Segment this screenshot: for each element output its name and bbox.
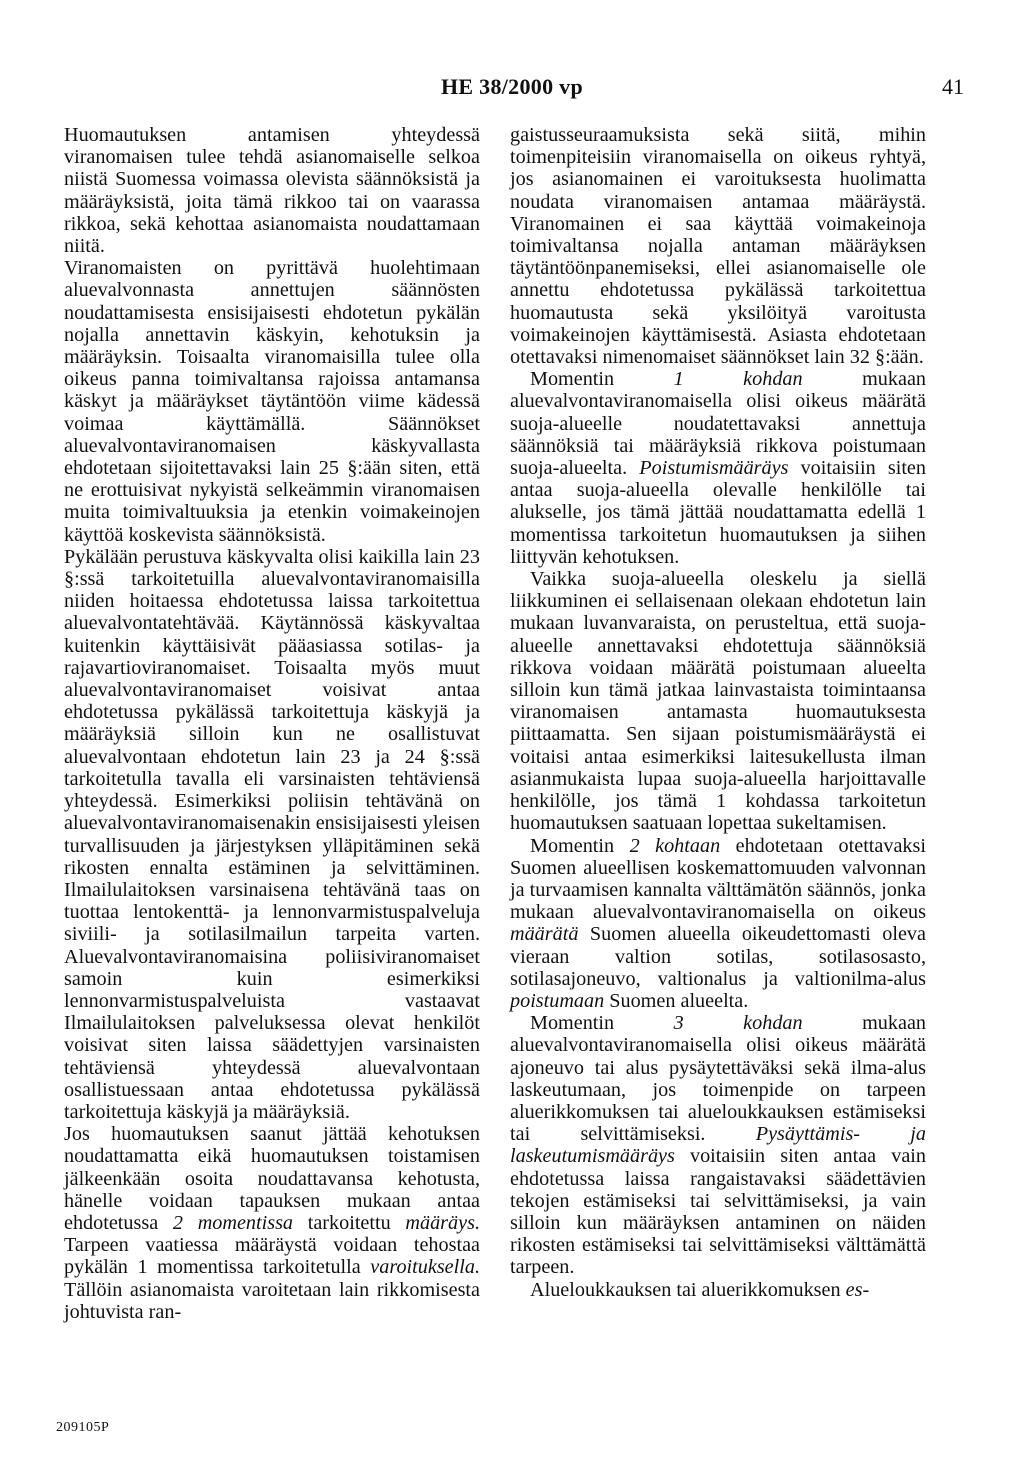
text-run: Suomen alueella oikeudettomasti oleva vieraan valtion sotilas, sotilasosasto, sotilasajoneuvo, valtionalus ja valtionilma-alus: [510, 923, 926, 990]
emphasis: 2 momentissa: [172, 1211, 294, 1234]
text-run: Suomen alueelta.: [604, 989, 749, 1012]
paragraph: [510, 368, 926, 568]
paragraph: gaistusseuraamuksista sekä siitä, mihin toimenpiteisiin viranomaisella on oikeus ryhtyä, jos asianomainen ei varoituksesta huolimatta noudata viranomaisen antamaa määräystä. Viranomainen ei saa käyttää voimakeinoja toimivaltansa nojalla antaman määräyksen täytäntöönpanemiseksi, ellei asianomaiselle ole annettu ehdotetussa pykälässä tarkoitettua huomautusta sekä yksilöityä varoitusta voimakeinojen käyttämisestä. Asiasta ehdotetaan otettavaksi nimenomaiset säännökset lain 32 §:ään.: [510, 124, 926, 369]
emphasis: poistumaan: [510, 989, 605, 1012]
emphasis: es-: [845, 1278, 870, 1301]
document-header: HE 38/2000 vp: [440, 74, 584, 99]
page-number: 41: [942, 74, 964, 99]
emphasis: 1 kohdan: [673, 368, 803, 391]
left-column: [64, 124, 480, 1323]
footer-code: 209105P: [56, 1420, 110, 1435]
paragraph: Pykälään perustuva käskyvalta olisi kaikilla lain 23 §:ssä tarkoitetuilla aluevalvontaviranomaisilla niiden hoitaessa ehdotetussa laissa tarkoitettua aluevalvontatehtävää. Käytännössä käskyvaltaa kuitenkin käyttäisivät pääasiassa sotilas- ja rajavartioviranomaiset. Toisaalta myös muut aluevalvontaviranomaiset voisivat antaa ehdotetussa pykälässä tarkoitettuja käskyjä ja määräyksiä silloin kun ne osallistuvat aluevalvontaan ehdotetun lain 23 ja 24 §:ssä tarkoitetulla tavalla eli varsinaisten tehtäviensä yhteydessä. Esimerkiksi poliisin tehtävänä on aluevalvontaviranomaisenakin ensisijaisesti yleisen turvallisuuden ja järjestyksen ylläpitäminen sekä rikosten ennalta estäminen ja selvittäminen. Ilmailulaitoksen varsinaisena tehtävänä taas on tuottaa lentokenttä- ja lennonvarmistuspalveluja siviili- ja sotilasilmailun tarpeita varten. Aluevalvontaviranomaisina poliisiviranomaiset samoin kuin esimerkiksi lennonvarmistuspalveluista vastaavat Ilmailulaitoksen palveluksessa olevat henkilöt voisivat siten laissa säädettyjen varsinaisten tehtäviensä yhteydessä aluevalvontaan osallistuessaan antaa ehdotetussa pykälässä tarkoitettuja käskyjä ja määräyksiä.: [64, 545, 480, 1123]
text-run: Alueloukkauksen tai aluerikkomuksen: [530, 1278, 846, 1301]
paragraph: [510, 1279, 926, 1301]
paragraph: Huomautuksen antamisen yhteydessä viranomaisen tulee tehdä asianomaiselle selkoa niistä Suomessa voimassa olevista säännöksistä ja määräyksistä, joita tämä rikkoo tai on vaarassa rikkoa, sekä kehottaa asianomaista noudattamaan niitä.: [64, 124, 480, 258]
text-run: Jos huomautuksen saanut jättää kehotuksen noudattamatta eikä huomautuksen toistamisen jälkeenkään osoita noudattavansa kehotusta, hänelle voidaan tapauksen mukaan antaa ehdotetussa: [64, 1123, 480, 1234]
text-run: voitaisiin siten antaa vain ehdotetussa laissa rangaistavaksi säädettävien tekojen estämiseksi tai selvittämiseksi, ja vain silloin kun määräyksen antaminen on näiden rikosten estämiseksi tai selvittämiseksi välttämättä tarpeen.: [510, 1145, 926, 1279]
paragraph: [510, 835, 926, 1013]
text-run: Momentin: [530, 834, 630, 857]
text-run: voitaisiin siten antaa suoja-alueella olevalle henkilölle tai alukselle, jos tämä jättää noudattamatta edellä 1 momentissa tarkoitetun huomautuksen ja siihen liittyvän kehotuksen.: [510, 457, 926, 568]
text-run: mukaan aluevalvontaviranomaisella olisi oikeus määrätä suoja-alueelle noudatettavaksi annettuja säännöksiä tai määräyksiä rikkova poistumaan suoja-alueelta.: [510, 368, 926, 480]
emphasis: määrätä: [510, 923, 579, 946]
emphasis: Pysäyttämis- ja laskeutumismääräys: [510, 1123, 926, 1168]
text-run: Tarpeen vaatiessa määräystä voidaan tehostaa pykälän 1 momentissa tarkoitetulla: [64, 1234, 480, 1279]
text-run: Tällöin asianomaista varoitetaan lain rikkomisesta johtuvista ran-: [64, 1278, 480, 1323]
emphasis: määräys.: [405, 1211, 480, 1234]
emphasis: 3 kohdan: [673, 1012, 803, 1035]
text-run: ehdotetaan otettavaksi Suomen alueellisen koskemattomuuden valvonnan ja turvaamisen kannalta välttämätön säännös, jonka mukaan aluevalvontaviranomaisella on oikeus: [510, 834, 926, 924]
emphasis: 2 kohtaan: [629, 834, 721, 857]
text-run: tarkoitettu: [293, 1211, 406, 1234]
paragraph: Vaikka suoja-alueella oleskelu ja siellä liikkuminen ei sellaisenaan olekaan ehdotetun lain mukaan luvanvaraista, on perusteltua, että suoja-alueelle annettavaksi ehdotettuja säännöksiä rikkova voidaan määrätä poistumaan alueelta silloin kun tämä jatkaa lainvastaista toimintaansa viranomaisen antamasta huomautuksesta piittaamatta. Sen sijaan poistumismääräystä ei voitaisi antaa esimerkiksi laitesukellusta ilman asianmukaista lupaa suoja-alueella harjoittavalle henkilölle, jos tämä 1 kohdassa tarkoitetun huomautuksen saatuaan lopettaa sukeltamisen.: [510, 568, 926, 835]
text-run: Momentin: [530, 1012, 674, 1035]
text-run: Momentin: [530, 368, 674, 391]
paragraph: [64, 1123, 480, 1323]
emphasis: varoituksella.: [370, 1256, 480, 1279]
paragraph: Viranomaisten on pyrittävä huolehtimaan aluevalvonnasta annettujen säännösten noudattamisesta ensisijaisesti ehdotetun pykälän nojalla annettavin käskyin, kehotuksin ja määräyksin. Toisaalta viranomaisilla tulee olla oikeus panna toimivaltansa rajoissa antamansa käskyt ja määräykset täytäntöön viime kädessä voimaa käyttämällä. Säännökset aluevalvontaviranomaisen käskyvallasta ehdotetaan sijoitettavaksi lain 25 §:ään siten, että ne erottuisivat nykyistä selkeämmin viranomaisen muita toimivaltuuksia ja etenkin voimakeinojen käyttöä koskevista säännöksistä.: [64, 257, 480, 546]
emphasis: Poistumismääräys: [639, 457, 789, 480]
text-run: mukaan aluevalvontaviranomaisella olisi oikeus määrätä ajoneuvo tai alus pysäytettäväksi sekä ilma-alus laskeutumaan, jos toimenpide on tarpeen aluerikkomuksen tai alueloukkauksen estämiseksi tai selvittämiseksi.: [510, 1012, 926, 1146]
paragraph: [510, 1012, 926, 1278]
right-column: [510, 124, 926, 1301]
